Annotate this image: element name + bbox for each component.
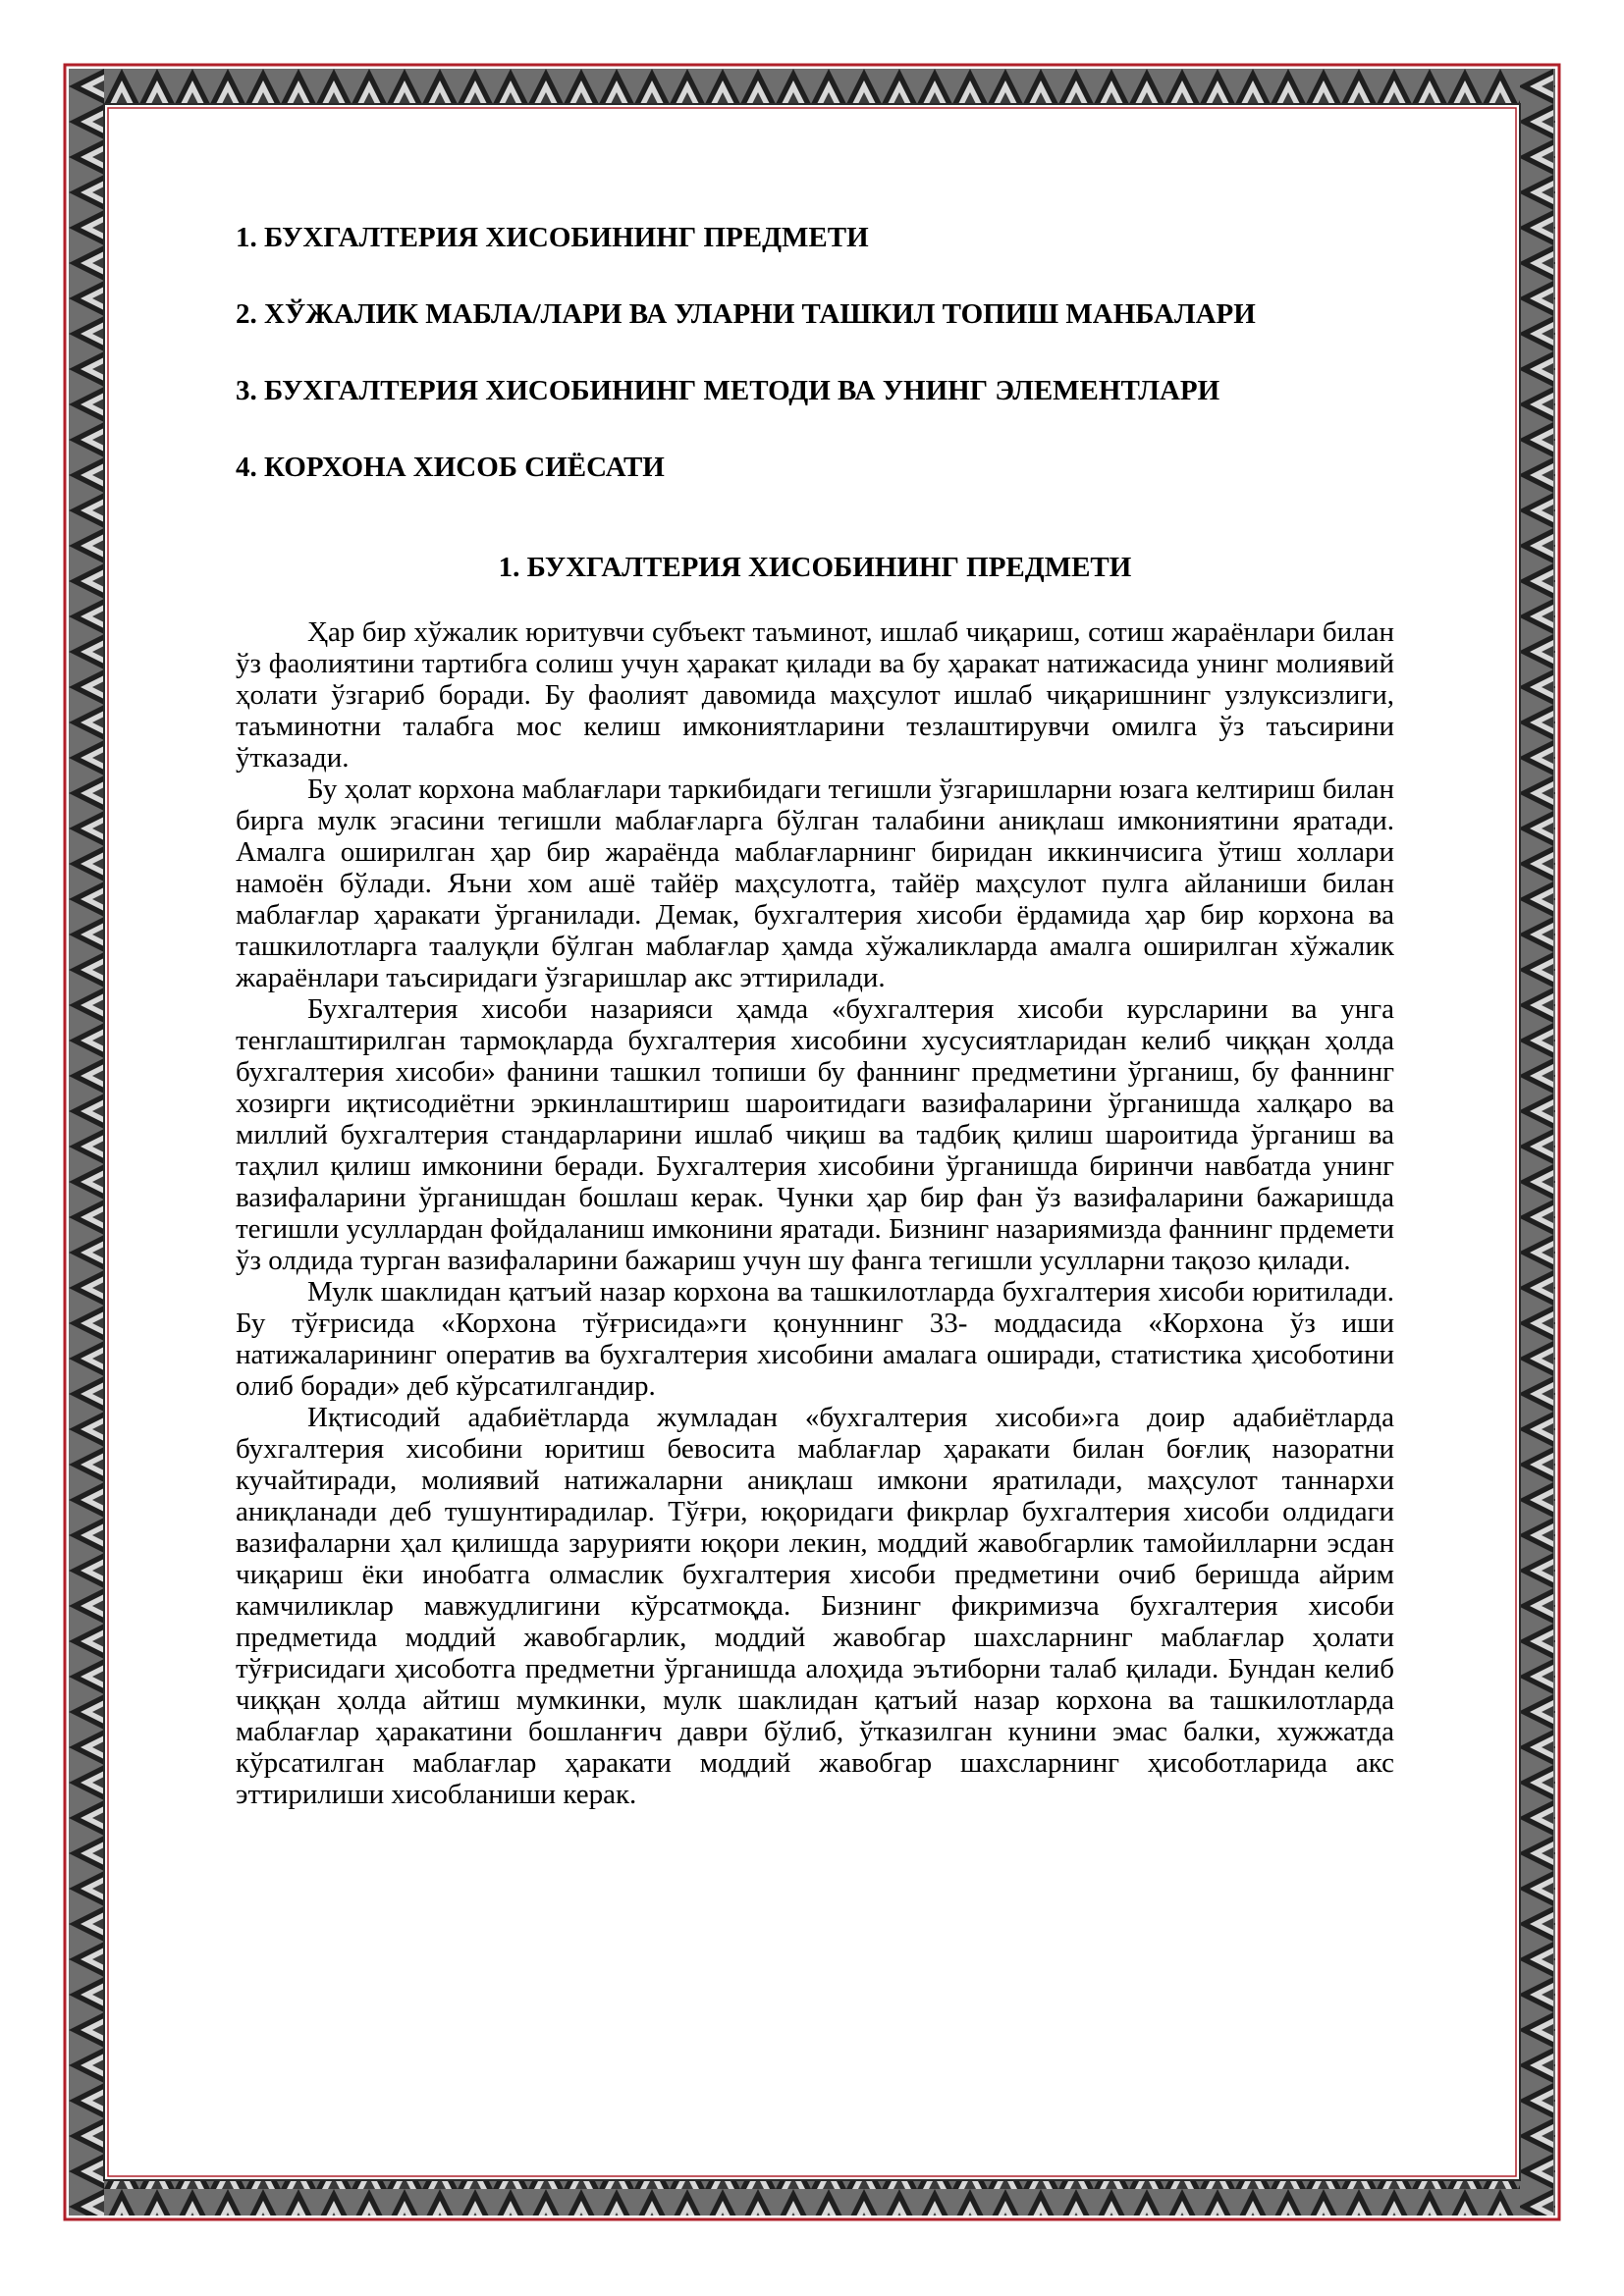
- table-of-contents: [236, 218, 1394, 487]
- body-text: [236, 616, 1394, 1810]
- toc-item: 4. КОРХОНА ХИСОБ СИЁСАТИ: [236, 452, 665, 483]
- toc-item: 2. ХЎЖАЛИК МАБЛА/ЛАРИ ВА УЛАРНИ ТАШКИЛ ТОПИШ МАНБАЛАРИ: [236, 298, 1256, 330]
- paragraph: Иқтисодий адабиётларда жумладан «бухгалтерия хисоби»га доир адабиётларда бухгалтерия хисобини юритиш бевосита маблағлар ҳаракати билан боғлиқ назоратни кучайтиради, молиявий натижаларни аниқлаш имкони яратилади, маҳсулот таннархи аниқланади деб тушунтирадилар. Тўғри, юқоридаги фикрлар бухгалтерия хисоби олдидаги вазифаларни ҳал қилишда зарурияти юқори лекин, моддий жавобгарлик тамойилларни эсдан чиқариш ёки инобатга олмаслик бухгалтерия хисоби предметини очиб беришда айрим камчиликлар мавжудлигини кўрсатмоқда. Бизнинг фикримизча бухгалтерия хисоби предметида моддий жавобгарлик, моддий жавобгар шахсларнинг маблағлар ҳолати тўғрисидаги ҳисоботга предметни ўрганишда алоҳида эътиборни талаб қилади. Бундан келиб чиққан ҳолда айтиш мумкинки, мулк шаклидан қатъий назар корхона ва ташкилотларда маблағлар ҳаракатини бошланғич даври бўлиб, ўтказилган кунини эмас балки, хужжатда кўрсатилган маблағлар ҳаракати моддий жавобгар шахсларнинг ҳисоботларида акс эттирилиши хисобланиши керак.: [236, 1402, 1394, 1810]
- section-heading: 1. БУХГАЛТЕРИЯ ХИСОБИНИНГ ПРЕДМЕТИ: [498, 552, 1132, 583]
- paragraph: Бу ҳолат корхона маблағлари таркибидаги тегишли ўзгаришларни юзага келтириш билан бирга мулк эгасини тегишли маблағларга бўлган талабини аниқлаш имкониятини яратади. Амалга оширилган ҳар бир жараёнда маблағларнинг биридан иккинчисига ўтиш холлари намоён бўлади. Яъни хом ашё тайёр маҳсулотга, тайёр маҳсулот пулга айланиши билан маблағлар ҳаракати ўрганилади. Демак, бухгалтерия хисоби ёрдамида ҳар бир корхона ва ташкилотларга таалуқли бўлган маблағлар ҳамда хўжаликларда амалга оширилган хўжалик жараёнлари таъсиридаги ўзгаришлар акс эттирилади.: [236, 774, 1394, 993]
- paragraph: Мулк шаклидан қатъий назар корхона ва ташкилотларда бухгалтерия хисоби юритилади. Бу тўғрисида «Корхона тўғрисида»ги қонуннинг 33- моддасида «Корхона ўз иши натижаларининг оператив ва бухгалтерия хисобини амалага оширади, статистика ҳисоботини олиб боради» деб кўрсатилгандир.: [236, 1276, 1394, 1402]
- paragraph: Бухгалтерия хисоби назарияси ҳамда «бухгалтерия хисоби курсларини ва унга тенглаштирилган тармоқларда бухгалтерия хисобини хусусиятларидан келиб чиққан ҳолда бухгалтерия хисоби» фанини ташкил топиши бу фаннинг предметини ўрганиш, бу фаннинг хозирги иқтисодиётни эркинлаштириш шароитидаги вазифаларини ўрганишда халқаро ва миллий бухгалтерия стандарларини ишлаб чиқиш ва тадбиқ қилиш шароитида ўрганиш ва таҳлил қилиш имконини беради. Бухгалтерия хисобини ўрганишда биринчи навбатда унинг вазифаларини ўрганишдан бошлаш керак. Чунки ҳар бир фан ўз вазифаларини бажаришда тегишли усуллардан фойдаланиш имконини яратади. Бизнинг назариямизда фаннинг прдемети ўз олдида турган вазифаларини бажариш учун шу фанга тегишли усулларни тақозо қилади.: [236, 993, 1394, 1276]
- toc-item: 3. БУХГАЛТЕРИЯ ХИСОБИНИНГ МЕТОДИ ВА УНИНГ ЭЛЕМЕНТЛАРИ: [236, 375, 1220, 406]
- document-content: [236, 218, 1394, 1810]
- toc-item: 1. БУХГАЛТЕРИЯ ХИСОБИНИНГ ПРЕДМЕТИ: [236, 222, 869, 253]
- paragraph: Ҳар бир хўжалик юритувчи субъект таъминот, ишлаб чиқариш, сотиш жараёнлари билан ўз фаолиятини тартибга солиш учун ҳаракат қилади ва бу ҳаракат натижасида унинг молиявий ҳолати ўзгариб боради. Бу фаолият давомида маҳсулот ишлаб чиқаришнинг узлуксизлиги, таъминотни талабга мос келиш имкониятларини тезлаштирувчи омилга ўз таъсирини ўтказади.: [236, 616, 1394, 774]
